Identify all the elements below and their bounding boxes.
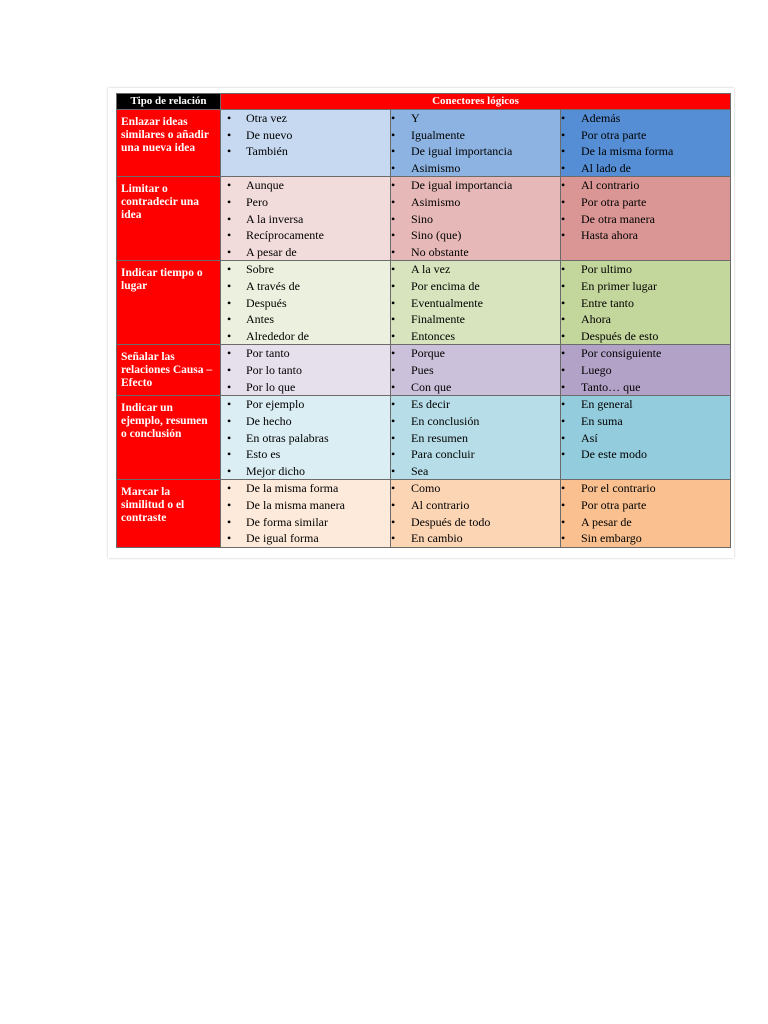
connector-list	[561, 396, 730, 462]
list-item	[391, 211, 560, 228]
connector-list	[221, 261, 390, 344]
bullet-icon: •	[391, 295, 396, 310]
list-item	[391, 261, 560, 278]
bullet-icon: •	[227, 346, 232, 361]
connector-text: Tanto… que	[581, 379, 641, 394]
table-row	[117, 480, 731, 548]
list-item	[221, 177, 390, 194]
connector-text: Como	[411, 481, 441, 496]
list-item	[391, 311, 560, 328]
bullet-icon: •	[561, 397, 566, 412]
connector-text: Por lo que	[246, 379, 296, 394]
connector-text: Aunque	[246, 178, 284, 193]
list-item	[561, 446, 730, 463]
connector-text: A la inversa	[246, 211, 304, 226]
list-item	[391, 127, 560, 144]
bullet-icon: •	[227, 362, 232, 377]
list-item	[391, 143, 560, 160]
connectors-table	[116, 93, 731, 548]
connector-text: No obstante	[411, 244, 469, 259]
connector-text: Recíprocamente	[246, 228, 324, 243]
connector-text: A pesar de	[246, 244, 297, 259]
list-item	[561, 497, 730, 514]
connectors-cell	[561, 110, 731, 177]
connector-text: En general	[581, 397, 633, 412]
bullet-icon: •	[561, 497, 566, 512]
list-item	[391, 530, 560, 547]
list-item	[561, 413, 730, 430]
connector-text: También	[246, 144, 288, 159]
connector-text: En suma	[581, 413, 623, 428]
connector-text: Por otra parte	[581, 497, 647, 512]
bullet-icon: •	[561, 346, 566, 361]
list-item	[391, 379, 560, 396]
bullet-icon: •	[227, 531, 232, 546]
bullet-icon: •	[391, 362, 396, 377]
connector-text: Sobre	[246, 262, 274, 277]
list-item	[561, 160, 730, 177]
bullet-icon: •	[391, 481, 396, 496]
bullet-icon: •	[561, 295, 566, 310]
bullet-icon: •	[391, 346, 396, 361]
bullet-icon: •	[227, 312, 232, 327]
list-item	[391, 430, 560, 447]
list-item	[221, 497, 390, 514]
connector-list	[561, 177, 730, 243]
bullet-icon: •	[227, 262, 232, 277]
list-item	[561, 379, 730, 396]
bullet-icon: •	[227, 111, 232, 125]
bullet-icon: •	[391, 328, 396, 343]
connector-text: De nuevo	[246, 127, 293, 142]
list-item	[391, 514, 560, 531]
connectors-cell	[561, 480, 731, 548]
connector-text: En primer lugar	[581, 278, 657, 293]
bullet-icon: •	[561, 111, 566, 125]
list-item	[221, 194, 390, 211]
connector-text: Sin embargo	[581, 531, 642, 546]
connector-text: Sea	[411, 463, 429, 478]
connector-list	[391, 177, 560, 260]
table-row	[117, 396, 731, 480]
relation-type-cell: Marcar la similitud o el contraste	[117, 480, 221, 548]
list-item	[561, 127, 730, 144]
connector-text: Y	[411, 111, 420, 125]
connector-text: Mejor dicho	[246, 463, 305, 478]
bullet-icon: •	[227, 481, 232, 496]
bullet-icon: •	[391, 178, 396, 193]
bullet-icon: •	[561, 262, 566, 277]
connector-text: Antes	[246, 312, 274, 327]
connectors-cell	[221, 345, 391, 396]
list-item	[221, 362, 390, 379]
connector-text: Así	[581, 430, 598, 445]
list-item	[561, 396, 730, 413]
relation-type-cell: Señalar las relaciones Causa – Efecto	[117, 345, 221, 396]
bullet-icon: •	[561, 278, 566, 293]
connector-text: Luego	[581, 362, 612, 377]
bullet-icon: •	[561, 178, 566, 193]
connector-text: Es decir	[411, 397, 450, 412]
header-tipo-de-relacion: Tipo de relación	[117, 94, 221, 110]
connector-list	[221, 345, 390, 395]
connectors-cell	[391, 110, 561, 177]
connector-text: En conclusión	[411, 413, 480, 428]
bullet-icon: •	[227, 194, 232, 209]
connector-text: De la misma forma	[246, 481, 339, 496]
bullet-icon: •	[391, 228, 396, 243]
list-item	[221, 328, 390, 345]
list-item	[221, 261, 390, 278]
bullet-icon: •	[561, 211, 566, 226]
bullet-icon: •	[227, 278, 232, 293]
bullet-icon: •	[561, 160, 566, 175]
connector-list	[221, 396, 390, 479]
connector-text: De igual importancia	[411, 144, 513, 159]
bullet-icon: •	[391, 531, 396, 546]
bullet-icon: •	[561, 430, 566, 445]
connector-text: Por tanto	[246, 346, 290, 361]
bullet-icon: •	[391, 397, 396, 412]
connector-text: De la misma forma	[581, 144, 674, 159]
list-item	[391, 413, 560, 430]
connector-list	[221, 480, 390, 546]
connector-text: Al contrario	[411, 497, 470, 512]
connector-text: A través de	[246, 278, 300, 293]
connector-text: De otra manera	[581, 211, 655, 226]
connector-text: Esto es	[246, 447, 281, 462]
connector-text: A la vez	[411, 262, 451, 277]
connector-list	[391, 110, 560, 176]
list-item	[561, 311, 730, 328]
bullet-icon: •	[391, 379, 396, 394]
list-item	[221, 311, 390, 328]
connector-text: En cambio	[411, 531, 463, 546]
bullet-icon: •	[227, 244, 232, 259]
connector-list	[391, 345, 560, 395]
connectors-cell	[391, 261, 561, 345]
connectors-cell	[391, 480, 561, 548]
connectors-table-image	[108, 88, 734, 558]
connector-text: De la misma manera	[246, 497, 345, 512]
connector-text: Ahora	[581, 312, 611, 327]
list-item	[391, 345, 560, 362]
relation-type-cell: Enlazar ideas similares o añadir una nueva idea	[117, 110, 221, 177]
bullet-icon: •	[391, 312, 396, 327]
connector-text: Alrededor de	[246, 328, 309, 343]
connector-text: Además	[581, 111, 621, 125]
connector-text: Eventualmente	[411, 295, 483, 310]
list-item	[221, 244, 390, 261]
list-item	[561, 211, 730, 228]
list-item	[561, 345, 730, 362]
connector-list	[561, 480, 730, 546]
bullet-icon: •	[561, 362, 566, 377]
list-item	[391, 110, 560, 127]
bullet-icon: •	[227, 397, 232, 412]
bullet-icon: •	[391, 194, 396, 209]
bullet-icon: •	[561, 312, 566, 327]
table-row	[117, 177, 731, 261]
table-row	[117, 110, 731, 177]
connector-text: Pues	[411, 362, 434, 377]
list-item	[221, 227, 390, 244]
list-item	[391, 497, 560, 514]
bullet-icon: •	[561, 328, 566, 343]
connector-text: Por el contrario	[581, 481, 656, 496]
bullet-icon: •	[561, 514, 566, 529]
bullet-icon: •	[561, 144, 566, 159]
connector-text: Entonces	[411, 328, 455, 343]
connector-text: Después	[246, 295, 287, 310]
connector-text: Por encima de	[411, 278, 480, 293]
connector-text: Asimismo	[411, 194, 461, 209]
bullet-icon: •	[561, 413, 566, 428]
table-row	[117, 345, 731, 396]
bullet-icon: •	[391, 497, 396, 512]
list-item	[221, 413, 390, 430]
connector-text: De igual importancia	[411, 178, 513, 193]
list-item	[391, 295, 560, 312]
bullet-icon: •	[561, 447, 566, 462]
table-row	[117, 261, 731, 345]
list-item	[221, 211, 390, 228]
connector-text: Sino	[411, 211, 434, 226]
connector-list	[391, 480, 560, 546]
connector-text: Por otra parte	[581, 127, 647, 142]
connector-text: En otras palabras	[246, 430, 329, 445]
list-item	[221, 143, 390, 160]
list-item	[561, 480, 730, 497]
bullet-icon: •	[561, 127, 566, 142]
list-item	[561, 261, 730, 278]
bullet-icon: •	[391, 463, 396, 478]
connector-list	[561, 261, 730, 344]
list-item	[391, 160, 560, 177]
list-item	[561, 328, 730, 345]
list-item	[221, 379, 390, 396]
list-item	[561, 227, 730, 244]
connectors-cell	[221, 480, 391, 548]
connector-text: Entre tanto	[581, 295, 634, 310]
bullet-icon: •	[391, 447, 396, 462]
connector-text: A pesar de	[581, 514, 632, 529]
connectors-cell	[561, 177, 731, 261]
list-item	[391, 362, 560, 379]
connector-text: Al lado de	[581, 160, 631, 175]
list-item	[561, 430, 730, 447]
connector-text: Asimismo	[411, 160, 461, 175]
bullet-icon: •	[227, 463, 232, 478]
bullet-icon: •	[227, 178, 232, 193]
list-item	[561, 514, 730, 531]
list-item	[391, 446, 560, 463]
bullet-icon: •	[227, 379, 232, 394]
list-item	[391, 328, 560, 345]
bullet-icon: •	[227, 413, 232, 428]
connector-text: Por lo tanto	[246, 362, 302, 377]
connector-text: Finalmente	[411, 312, 465, 327]
table-header-row	[117, 94, 731, 110]
connectors-cell	[561, 261, 731, 345]
bullet-icon: •	[227, 144, 232, 159]
bullet-icon: •	[227, 228, 232, 243]
list-item	[391, 463, 560, 480]
bullet-icon: •	[391, 262, 396, 277]
list-item	[391, 278, 560, 295]
bullet-icon: •	[561, 194, 566, 209]
list-item	[221, 396, 390, 413]
list-item	[561, 530, 730, 547]
connector-text: Por consiguiente	[581, 346, 662, 361]
bullet-icon: •	[561, 379, 566, 394]
connector-text: De hecho	[246, 413, 292, 428]
connectors-cell	[391, 177, 561, 261]
connector-text: Después de todo	[411, 514, 491, 529]
connectors-cell	[391, 345, 561, 396]
relation-type-cell: Limitar o contradecir una idea	[117, 177, 221, 261]
bullet-icon: •	[391, 430, 396, 445]
bullet-icon: •	[561, 481, 566, 496]
bullet-icon: •	[391, 127, 396, 142]
list-item	[561, 194, 730, 211]
bullet-icon: •	[227, 514, 232, 529]
connector-text: Para concluir	[411, 447, 475, 462]
list-item	[391, 177, 560, 194]
list-item	[221, 110, 390, 127]
connector-text: En resumen	[411, 430, 468, 445]
bullet-icon: •	[227, 430, 232, 445]
list-item	[221, 530, 390, 547]
bullet-icon: •	[391, 514, 396, 529]
connector-list	[561, 345, 730, 395]
connector-text: De este modo	[581, 447, 647, 462]
bullet-icon: •	[391, 160, 396, 175]
bullet-icon: •	[561, 531, 566, 546]
list-item	[391, 480, 560, 497]
connector-text: Después de esto	[581, 328, 659, 343]
connectors-cell	[221, 396, 391, 480]
connector-text: De igual forma	[246, 531, 319, 546]
list-item	[221, 446, 390, 463]
bullet-icon: •	[227, 447, 232, 462]
bullet-icon: •	[227, 127, 232, 142]
connector-text: Al contrario	[581, 178, 640, 193]
connector-text: Otra vez	[246, 111, 287, 125]
list-item	[221, 127, 390, 144]
connector-list	[221, 177, 390, 260]
bullet-icon: •	[391, 413, 396, 428]
connector-text: Hasta ahora	[581, 228, 638, 243]
connector-text: Pero	[246, 194, 268, 209]
connector-text: Por ultimo	[581, 262, 633, 277]
relation-type-cell: Indicar un ejemplo, resumen o conclusión	[117, 396, 221, 480]
list-item	[221, 480, 390, 497]
list-item	[561, 110, 730, 127]
connectors-cell	[391, 396, 561, 480]
connector-list	[391, 396, 560, 479]
bullet-icon: •	[391, 111, 396, 125]
bullet-icon: •	[391, 278, 396, 293]
connectors-cell	[561, 396, 731, 480]
connectors-cell	[221, 110, 391, 177]
connector-text: Por ejemplo	[246, 397, 305, 412]
bullet-icon: •	[561, 228, 566, 243]
list-item	[391, 227, 560, 244]
bullet-icon: •	[391, 144, 396, 159]
list-item	[561, 362, 730, 379]
bullet-icon: •	[227, 211, 232, 226]
connector-list	[221, 110, 390, 160]
connector-text: Igualmente	[411, 127, 465, 142]
connectors-cell	[221, 177, 391, 261]
list-item	[561, 177, 730, 194]
connector-text: Por otra parte	[581, 194, 647, 209]
bullet-icon: •	[227, 295, 232, 310]
list-item	[561, 295, 730, 312]
connectors-cell	[221, 261, 391, 345]
list-item	[221, 430, 390, 447]
connector-list	[561, 110, 730, 176]
list-item	[221, 345, 390, 362]
bullet-icon: •	[391, 244, 396, 259]
list-item	[391, 244, 560, 261]
list-item	[221, 295, 390, 312]
connector-text: Con que	[411, 379, 452, 394]
bullet-icon: •	[391, 211, 396, 226]
bullet-icon: •	[227, 497, 232, 512]
relation-type-cell: Indicar tiempo o lugar	[117, 261, 221, 345]
connectors-cell	[561, 345, 731, 396]
connector-text: Sino (que)	[411, 228, 462, 243]
connector-text: De forma similar	[246, 514, 328, 529]
list-item	[561, 143, 730, 160]
header-conectores-logicos: Conectores lógicos	[221, 94, 731, 110]
list-item	[391, 194, 560, 211]
list-item	[391, 396, 560, 413]
connector-text: Porque	[411, 346, 445, 361]
list-item	[221, 278, 390, 295]
list-item	[561, 278, 730, 295]
bullet-icon: •	[227, 328, 232, 343]
list-item	[221, 463, 390, 480]
connector-list	[391, 261, 560, 344]
list-item	[221, 514, 390, 531]
